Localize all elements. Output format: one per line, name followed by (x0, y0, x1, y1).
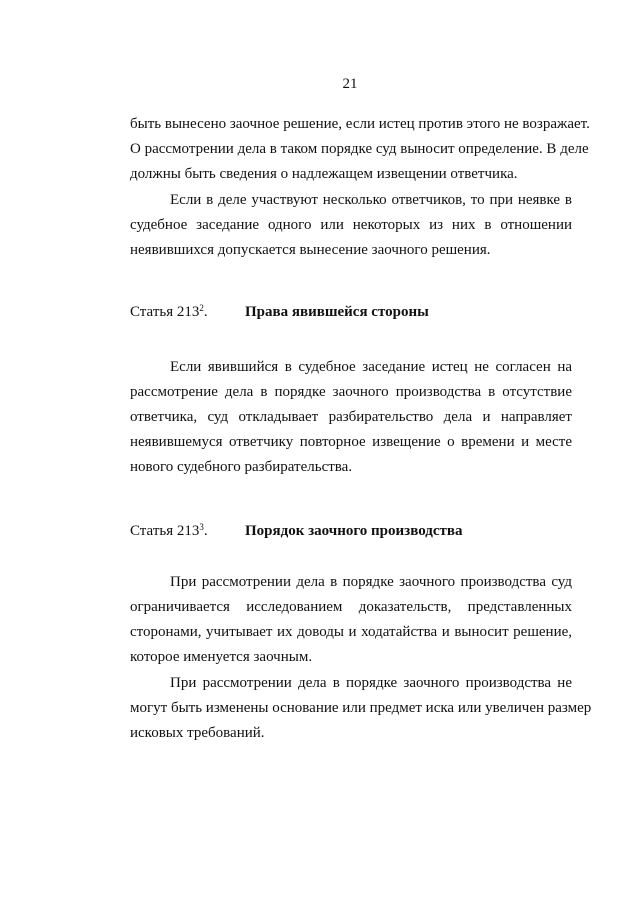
text-line: которое именуется заочным. (130, 649, 313, 665)
text-line: При рассмотрении дела в порядке заочного производства суд (170, 574, 572, 590)
text-line: судебное заседание одного или некоторых из них в отношении (130, 217, 572, 233)
text-line: неявившемуся ответчику повторное извещение о времени и месте (130, 434, 572, 450)
text-line: должны быть сведения о надлежащем извещении ответчика. (130, 166, 518, 182)
text-line: О рассмотрении дела в таком порядке суд выносит определение. В деле (130, 141, 589, 157)
paragraph-procedure-scope (130, 570, 572, 670)
text-line: При рассмотрении дела в порядке заочного производства не (170, 675, 572, 691)
text-line: Если явившийся в судебное заседание истец не согласен на (170, 359, 572, 375)
text-line: могут быть изменены основание или предмет иска или увеличен размер (130, 700, 592, 716)
text-line: сторонами, учитывает их доводы и ходатайства и выносит решение, (130, 624, 572, 640)
text-line: неявившихся допускается вынесение заочного решения. (130, 242, 491, 258)
article-title: Права явившейся стороны (245, 304, 429, 320)
text-line: нового судебного разбирательства. (130, 459, 353, 475)
paragraph-procedure-restrictions (130, 671, 592, 746)
paragraph-rights-of-present-party (130, 355, 572, 480)
article-number: Статья $213^3$. (130, 522, 208, 539)
paragraph-multiple-defendants (130, 188, 572, 263)
article-heading-213-2 (130, 303, 429, 321)
text-line: ответчика, суд откладывает разбирательство дела и направляет (130, 409, 572, 425)
article-number: Статья $213^2$. (130, 303, 208, 320)
text-line: ограничивается исследованием доказательств, представленных (130, 599, 572, 615)
article-heading-213-3 (130, 522, 462, 540)
text-line: Если в деле участвуют несколько ответчиков, то при неявке в (170, 192, 572, 208)
article-title: Порядок заочного производства (245, 523, 463, 539)
text-line: рассмотрение дела в порядке заочного производства в отсутствие (130, 384, 572, 400)
text-line: исковых требований. (130, 725, 265, 741)
page-number: 21 (342, 76, 358, 92)
text-line: быть вынесено заочное решение, если истец против этого не возражает. (130, 116, 590, 132)
paragraph-default-judgment (130, 112, 590, 187)
